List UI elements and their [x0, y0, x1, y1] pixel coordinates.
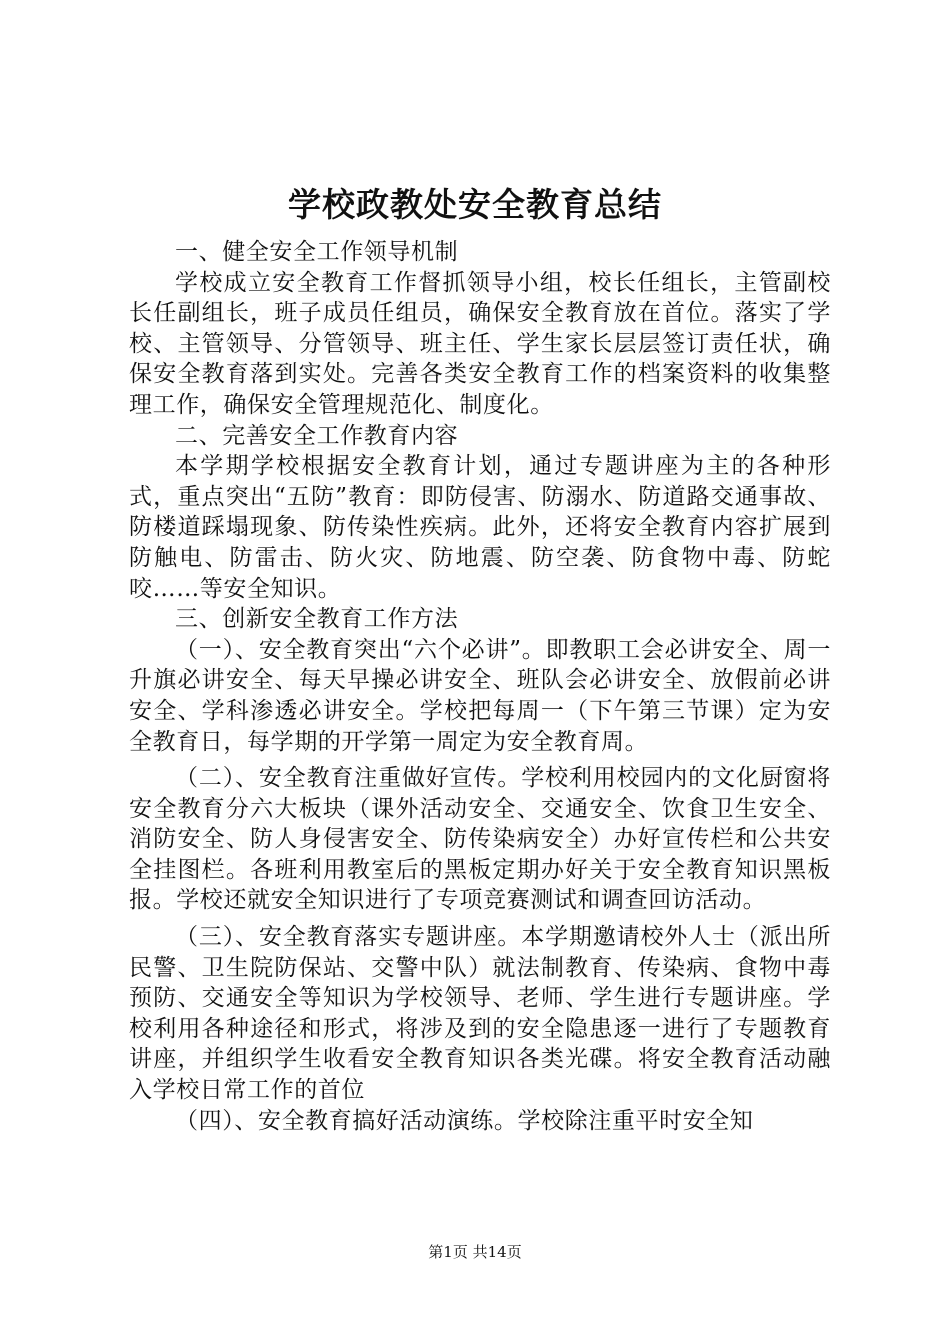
paragraph: （四）、安全教育搞好活动演练。学校除注重平时安全知 — [175, 1107, 754, 1134]
paragraph: （一）、安全教育突出“六个必讲”。即教职工会必讲安全、周一升旗必讲安全、每天早操必讲安全、班队会必讲安全、放假前必讲安全、学科渗透必讲安全。学校把每周一（下午第三节课）定为安全教育日，每学期的开学第一周定为安全教育周。 — [129, 636, 831, 755]
section-heading: 三、创新安全教育工作方法 — [175, 606, 459, 633]
section-heading: 二、完善安全工作教育内容 — [175, 422, 459, 449]
page-footer: 第1页 共14页 — [428, 1243, 522, 1261]
document-title: 学校政教处安全教育总结 — [288, 185, 662, 224]
paragraph: （二）、安全教育注重做好宣传。学校利用校园内的文化厨窗将安全教育分六大板块（课外活动安全、交通安全、饮食卫生安全、消防安全、防人身侵害安全、防传染病安全）办好宣传栏和公共安全挂图栏。各班利用教室后的黑板定期办好关于安全教育知识黑板报。学校还就安全知识进行了专项竞赛测试和调查回访活动。 — [129, 765, 831, 914]
section-heading: 一、健全安全工作领导机制 — [175, 239, 459, 265]
document-body — [129, 237, 831, 1136]
paragraph: 学校成立安全教育工作督抓领导小组，校长任组长，主管副校长任副组长，班子成员任组员，确保安全教育放在首位。落实了学校、主管领导、分管领导、班主任、学生家长层层签订责任状，确保安全教育落到实处。完善各类安全教育工作的档案资料的收集整理工作，确保安全管理规范化、制度化。 — [129, 269, 831, 418]
paragraph: （三）、安全教育落实专题讲座。本学期邀请校外人士（派出所民警、卫生院防保站、交警中队）就法制教育、传染病、食物中毒预防、交通安全等知识为学校领导、老师、学生进行专题讲座。学校利用各种途径和形式，将涉及到的安全隐患逐一进行了专题教育讲座，并组织学生收看安全教育知识各类光碟。将安全教育活动融入学校日常工作的首位 — [129, 924, 831, 1104]
paragraph: 本学期学校根据安全教育计划，通过专题讲座为主的各种形式，重点突出“五防”教育：即防侵害、防溺水、防道路交通事故、防楼道踩塌现象、防传染性疾病。此外，还将安全教育内容扩展到防触电、防雷击、防火灾、防地震、防空袭、防食物中毒、防蛇咬……等安全知识。 — [129, 453, 831, 602]
